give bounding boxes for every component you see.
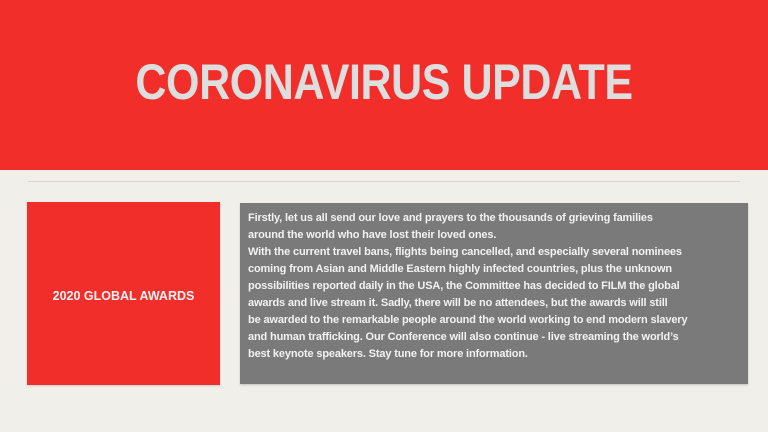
- page-title: CORONAVIRUS UPDATE: [135, 54, 633, 110]
- notice-line: Firstly, let us all send our love and prayers to the thousands of grieving families: [248, 212, 653, 224]
- notice-line: around the world who have lost their loved ones.: [248, 229, 497, 241]
- notice-text: [248, 210, 748, 363]
- notice-line: be awarded to the remarkable people around the world working to end modern slavery: [248, 314, 688, 326]
- award-title: 2020 GLOBAL AWARDS: [52, 289, 195, 303]
- notice-line: awards and live stream it. Sadly, there will be no attendees, but the awards will still: [248, 297, 668, 309]
- header-banner: [0, 0, 768, 170]
- notice-line: possibilities reported daily in the USA, the Committee has decided to FILM the global: [248, 280, 680, 292]
- notice-panel: [240, 203, 748, 384]
- award-panel: [27, 202, 220, 385]
- notice-line: With the current travel bans, flights being cancelled, and especially several nominees: [248, 246, 682, 258]
- notice-line: and human trafficking. Our Conference will also continue - live streaming the world’s: [248, 331, 679, 343]
- notice-line: best keynote speakers. Stay tune for more information.: [248, 348, 528, 360]
- section-divider: [28, 181, 740, 182]
- notice-line: coming from Asian and Middle Eastern highly infected countries, plus the unknown: [248, 263, 672, 275]
